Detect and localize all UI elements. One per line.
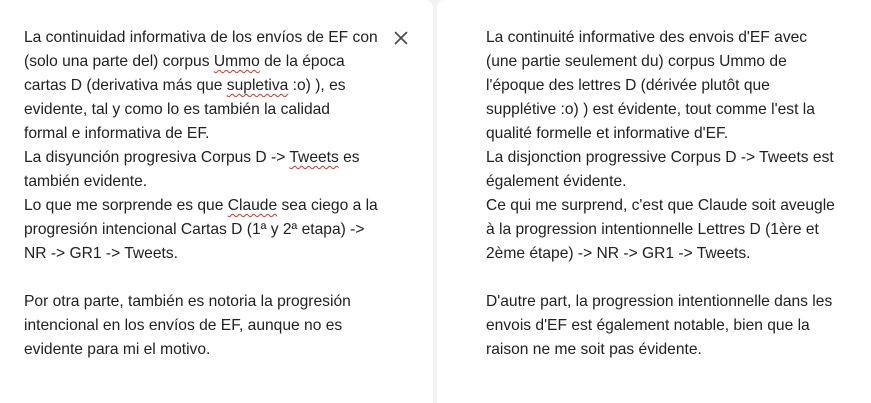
text-segment: :o) ), es xyxy=(288,77,346,94)
text-line xyxy=(24,242,396,266)
text-segment: envois d'EF est également notable, bien que la xyxy=(486,317,810,334)
text-segment: de la época xyxy=(259,53,345,70)
text-line xyxy=(24,74,396,98)
text-line xyxy=(24,290,396,314)
misspelled-word: supletiva xyxy=(226,77,289,94)
text-line xyxy=(24,146,396,170)
text-segment: evidente para mi el motivo. xyxy=(24,341,211,358)
text-segment: (une partie seulement du) corpus Ummo de xyxy=(486,53,787,70)
text-segment: 2ème étape) -> NR -> GR1 -> Tweets. xyxy=(486,245,751,262)
misspelled-word: Ummo xyxy=(213,53,260,70)
text-line xyxy=(24,98,396,122)
source-text[interactable] xyxy=(24,26,396,362)
text-line xyxy=(24,338,396,362)
text-line xyxy=(486,338,851,362)
text-segment: supplétive :o) ) est évidente, tout comme l'est la xyxy=(486,101,815,118)
text-line xyxy=(24,50,396,74)
paragraph-gap xyxy=(24,266,396,290)
text-segment: à la progression intentionnelle Lettres D (1ère et xyxy=(486,221,819,238)
text-segment: également évidente. xyxy=(486,173,627,190)
text-line xyxy=(24,218,396,242)
text-segment: La continuité informative des envois d'EF avec xyxy=(486,29,808,46)
translation-pane xyxy=(437,0,871,403)
text-segment: La continuidad informativa de los envíos de EF con xyxy=(24,29,378,46)
text-line xyxy=(486,242,851,266)
text-line xyxy=(486,314,851,338)
text-line xyxy=(486,170,851,194)
text-segment: evidente, tal y como lo es también la calidad xyxy=(24,101,330,118)
source-pane xyxy=(0,0,433,403)
text-segment: qualité formelle et informative d'EF. xyxy=(486,125,729,142)
text-line xyxy=(486,26,851,50)
misspelled-word: Claude xyxy=(227,197,278,214)
text-segment: intencional en los envíos de EF, aunque no es xyxy=(24,317,343,334)
text-segment: l'époque des lettres D (dérivée plutôt que xyxy=(486,77,770,94)
text-line xyxy=(486,74,851,98)
text-line xyxy=(24,194,396,218)
text-segment: raison ne me soit pas évidente. xyxy=(486,341,702,358)
text-segment: La disyunción progresiva Corpus D -> xyxy=(24,149,290,166)
text-segment: progresión intencional Cartas D (1ª y 2ª etapa) -> xyxy=(24,221,365,238)
text-line xyxy=(24,26,396,50)
text-segment: formal e informativa de EF. xyxy=(24,125,210,142)
text-line xyxy=(486,50,851,74)
text-segment: (solo una parte del) corpus xyxy=(24,53,214,70)
text-line xyxy=(486,290,851,314)
paragraph-gap xyxy=(486,266,851,290)
translation-text xyxy=(486,26,851,362)
text-line xyxy=(486,98,851,122)
text-line xyxy=(486,218,851,242)
text-segment: NR -> GR1 -> Tweets. xyxy=(24,245,178,262)
text-segment: Ce qui me surprend, c'est que Claude soit aveugle xyxy=(486,197,835,214)
text-segment: D'autre part, la progression intentionnelle dans les xyxy=(486,293,833,310)
text-line xyxy=(486,146,851,170)
close-icon xyxy=(394,31,408,45)
text-segment: sea ciego a la xyxy=(277,197,378,214)
text-line xyxy=(24,314,396,338)
text-segment: Lo que me sorprende es que xyxy=(24,197,228,214)
text-line xyxy=(486,122,851,146)
text-segment: cartas D (derivativa más que xyxy=(24,77,227,94)
misspelled-word: Tweets xyxy=(289,149,339,166)
text-line xyxy=(24,122,396,146)
text-segment: Por otra parte, también es notoria la progresión xyxy=(24,293,351,310)
clear-source-button[interactable] xyxy=(390,27,412,49)
text-line xyxy=(24,170,396,194)
text-segment: es xyxy=(338,149,360,166)
text-segment: La disjonction progressive Corpus D -> Tweets est xyxy=(486,149,834,166)
text-segment: también evidente. xyxy=(24,173,148,190)
text-line xyxy=(486,194,851,218)
